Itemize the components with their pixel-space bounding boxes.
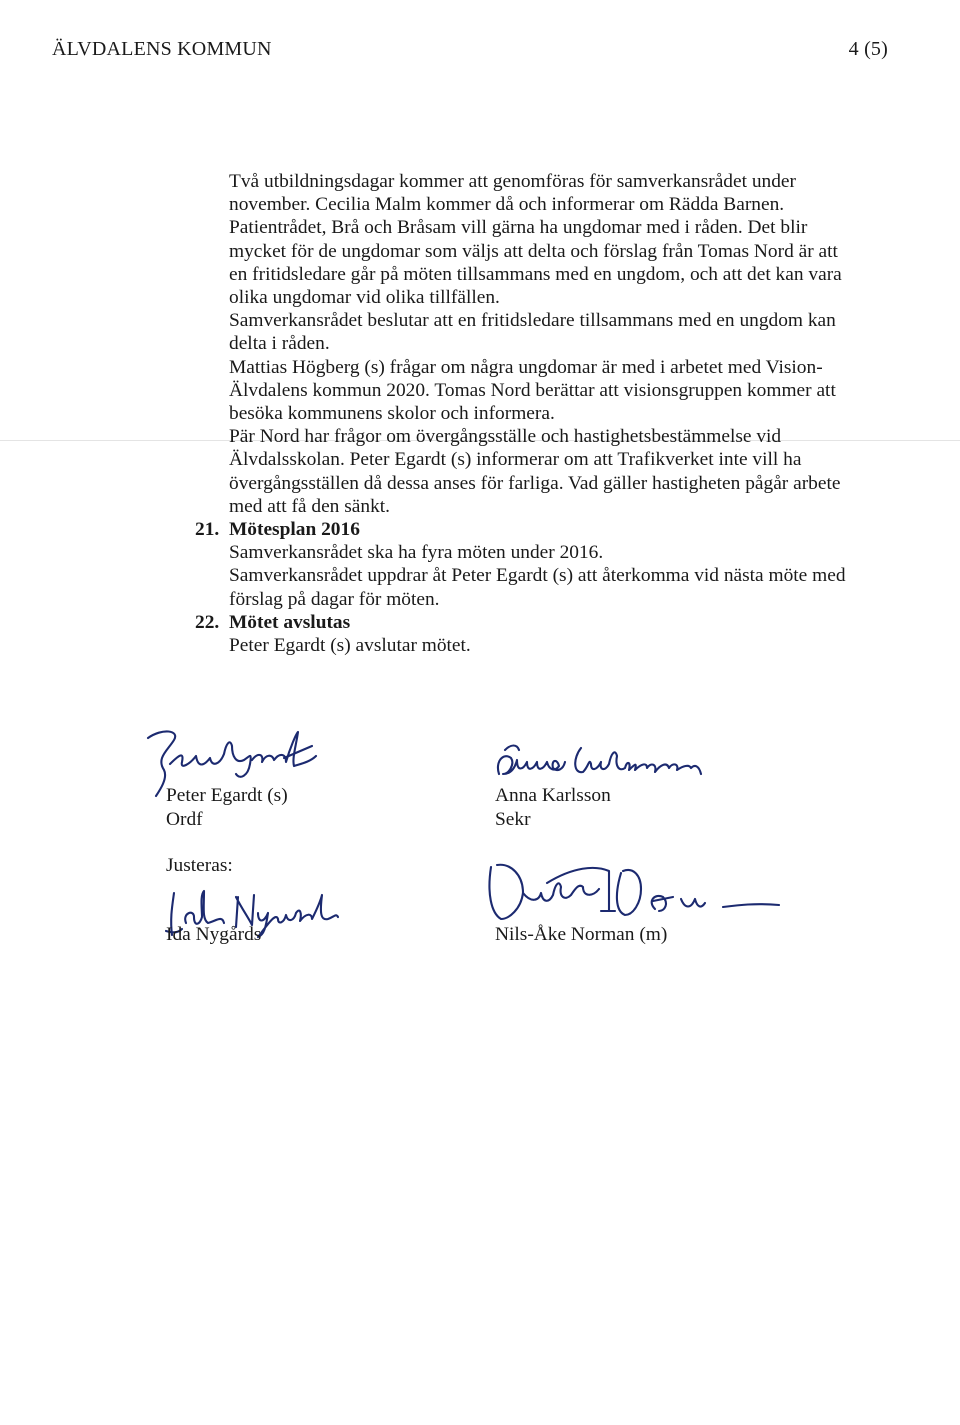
agenda-item-line: Peter Egardt (s) avslutar mötet.: [229, 635, 471, 657]
municipality-header: ÄLVDALENS KOMMUN: [52, 38, 272, 60]
adjuster-2-signature-block: [495, 923, 667, 947]
minutes-body: [195, 170, 849, 657]
chair-role: Ordf: [166, 808, 203, 830]
adjuster-1-name: Ida Nygårds: [166, 924, 262, 945]
agenda-item-line: Samverkansrådet uppdrar åt Peter Egardt (s) att återkomma vid nästa möte med förslag på dagar för möten.: [229, 565, 846, 610]
page-number: 4 (5): [848, 38, 888, 60]
agenda-item-21: [195, 518, 849, 611]
agenda-item-22: [195, 611, 849, 657]
adjuster-2-name: Nils-Åke Norman (m): [495, 924, 668, 945]
chair-signature-block: [166, 784, 288, 831]
paragraph-crossing: Pär Nord har frågor om övergångsställe och hastighetsbestämmelse vid Älvdalsskolan. Peter Egardt (s) informerar om att Trafikverket inte vill ha övergångsställen då dessa anses för farliga. Vad gäller hastigheten pågår arbete med att få den sänkt.: [229, 426, 841, 517]
secretary-signature-block: [495, 784, 611, 831]
adjuster-1-signature-block: [166, 923, 261, 947]
adjusters-label: Justeras:: [166, 855, 233, 876]
agenda-item-title: Mötet avslutas: [229, 611, 351, 633]
paragraph-vision-2020: Mattias Högberg (s) frågar om några ungdomar är med i arbetet med Vision-Älvdalens kommun 2020. Tomas Nord berättar att visionsgruppen kommer att besöka kommunens skolor och informera.: [229, 356, 836, 425]
secretary-role: Sekr: [495, 808, 531, 830]
chair-name: Peter Egardt (s): [166, 785, 288, 806]
paragraph-decision: Samverkansrådet beslutar att en fritidsledare tillsammans med en ungdom kan delta i råden.: [229, 310, 836, 355]
agenda-item-title: Mötesplan 2016: [229, 519, 360, 541]
agenda-item-number: 21.: [195, 519, 220, 541]
agenda-item-number: 22.: [195, 611, 220, 633]
paragraph-training-days: Två utbildningsdagar kommer att genomföras för samverkansrådet under november. Cecilia Malm kommer då och informerar om Rädda Barnen. Patientrådet, Brå och Bråsam vill gärna ha ungdomar med i råden. Det blir mycket för de ungdomar som väljs att delta och förslag från Tomas Nord är att en fritidsledare går på möten tillsammans med en ungdom, och att det kan vara olika ungdomar vid olika tillfällen.: [229, 171, 842, 309]
agenda-item-line: Samverkansrådet ska ha fyra möten under 2016.: [229, 542, 604, 564]
secretary-name: Anna Karlsson: [495, 785, 611, 806]
